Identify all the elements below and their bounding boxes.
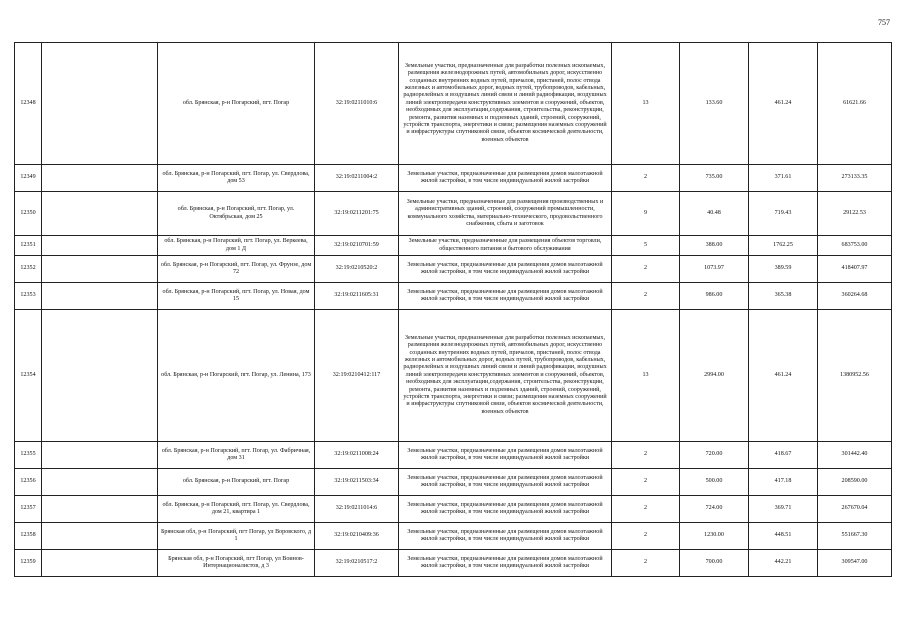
address-cell: обл. Брянская, р-н Погарский, пгт. Погар: [158, 469, 315, 496]
cadastral-value-table: [14, 42, 892, 577]
group-code-cell: 2: [612, 469, 680, 496]
specific-value-cell: 442.21: [749, 550, 818, 577]
address-cell: обл. Брянская, р-н Погарский, пгт. Погар, ул. Новая, дом 15: [158, 283, 315, 310]
group-code-cell: 13: [612, 43, 680, 165]
group-code-cell: 2: [612, 523, 680, 550]
land-purpose-cell: Земельные участки, предназначенные для размещения домов малоэтажной жилой застройки, в том числе индивидуальной жилой застройки: [399, 523, 612, 550]
land-purpose-cell: Земельные участки, предназначенные для размещения домов малоэтажной жилой застройки, в том числе индивидуальной жилой застройки: [399, 283, 612, 310]
area-cell: 2994.00: [680, 310, 749, 442]
table-row: [15, 192, 892, 236]
table-row: [15, 236, 892, 256]
cadastral-value-cell: 1380952.56: [818, 310, 892, 442]
row-number: 12358: [15, 523, 42, 550]
cadastral-value-cell: 273133.35: [818, 165, 892, 192]
specific-value-cell: 1762.25: [749, 236, 818, 256]
cadastral-value-cell: 683753.00: [818, 236, 892, 256]
area-cell: 724.00: [680, 496, 749, 523]
empty-cell: [42, 165, 158, 192]
empty-cell: [42, 550, 158, 577]
address-cell: обл. Брянская, р-н Погарский, пгт. Погар, ул. Октябрьская, дом 25: [158, 192, 315, 236]
cadastral-number-cell: 32:19:0210520:2: [315, 256, 399, 283]
group-code-cell: 13: [612, 310, 680, 442]
group-code-cell: 9: [612, 192, 680, 236]
land-purpose-cell: Земельные участки, предназначенные для разработки полезных ископаемых, размещения железнодорожных путей, автомобильных дорог, искусственно созданных внутренних водных путей, причалов, пристаней, полос отвода железных и автомобильных дорог, водных путей, трубопроводов, кабельных, радиорелейных и воздушных линий связи и линий радиофикации, воздушных линий электропередачи конструктивных элементов и сооружений, объектов, необходимых для эксплуатации,содержания, строительства, реконструкции, ремонта, развития наземных и подземных зданий, строений, сооружений, устройств транспорта, энергетики и связи; размещения наземных сооружений и инфраструктуры спутниковой связи, объектов космической деятельности, военных объектов: [399, 43, 612, 165]
area-cell: 40.48: [680, 192, 749, 236]
row-number: 12354: [15, 310, 42, 442]
table-row: [15, 496, 892, 523]
empty-cell: [42, 310, 158, 442]
group-code-cell: 2: [612, 550, 680, 577]
cadastral-value-cell: 418407.97: [818, 256, 892, 283]
row-number: 12356: [15, 469, 42, 496]
address-cell: обл. Брянская, р-н Погарский, пгт. Погар, ул. Свердлова, дом 21, квартира 1: [158, 496, 315, 523]
specific-value-cell: 461.24: [749, 310, 818, 442]
address-cell: Брянская обл, р-н Погарский, пгт Погар, ул Воинов-Интернационалистов, д 3: [158, 550, 315, 577]
empty-cell: [42, 256, 158, 283]
row-number: 12349: [15, 165, 42, 192]
specific-value-cell: 461.24: [749, 43, 818, 165]
area-cell: 735.00: [680, 165, 749, 192]
cadastral-number-cell: 32:19:0211014:6: [315, 496, 399, 523]
group-code-cell: 5: [612, 236, 680, 256]
cadastral-value-cell: 267670.04: [818, 496, 892, 523]
table-row: [15, 283, 892, 310]
address-cell: обл. Брянская, р-н Погарский, пгт. Погар, ул. Веркеева, дом 1 Д: [158, 236, 315, 256]
cadastral-number-cell: 32:19:0211010:6: [315, 43, 399, 165]
table-row: [15, 165, 892, 192]
table-row: [15, 469, 892, 496]
group-code-cell: 2: [612, 442, 680, 469]
row-number: 12350: [15, 192, 42, 236]
row-number: 12359: [15, 550, 42, 577]
row-number: 12351: [15, 236, 42, 256]
area-cell: 1230.00: [680, 523, 749, 550]
group-code-cell: 2: [612, 496, 680, 523]
area-cell: 720.00: [680, 442, 749, 469]
group-code-cell: 2: [612, 165, 680, 192]
cadastral-number-cell: 32:19:0210517:2: [315, 550, 399, 577]
cadastral-number-cell: 32:19:0211201:75: [315, 192, 399, 236]
address-cell: Брянская обл, р-н Погарский, пгт Погар, ул Воровского, д 1: [158, 523, 315, 550]
row-number: 12353: [15, 283, 42, 310]
page-number: 757: [878, 18, 890, 27]
empty-cell: [42, 192, 158, 236]
cadastral-number-cell: 32:19:0210409:36: [315, 523, 399, 550]
cadastral-number-cell: 32:19:0210412:117: [315, 310, 399, 442]
area-cell: 1073.97: [680, 256, 749, 283]
table-row: [15, 523, 892, 550]
table-row: [15, 442, 892, 469]
address-cell: обл. Брянская, р-н Погарский, пгт. Погар, ул. Фрунзе, дом 72: [158, 256, 315, 283]
area-cell: 133.60: [680, 43, 749, 165]
row-number: 12348: [15, 43, 42, 165]
specific-value-cell: 369.71: [749, 496, 818, 523]
empty-cell: [42, 469, 158, 496]
land-purpose-cell: Земельные участки, предназначенные для размещения домов малоэтажной жилой застройки, в том числе индивидуальной жилой застройки: [399, 469, 612, 496]
row-number: 12352: [15, 256, 42, 283]
address-cell: обл. Брянская, р-н Погарский, пгт. Погар, ул. Свердлова, дом 53: [158, 165, 315, 192]
area-cell: 388.00: [680, 236, 749, 256]
area-cell: 500.00: [680, 469, 749, 496]
specific-value-cell: 417.18: [749, 469, 818, 496]
cadastral-value-cell: 301442.40: [818, 442, 892, 469]
land-purpose-cell: Земельные участки, предназначенные для размещения домов малоэтажной жилой застройки, в том числе индивидуальной жилой застройки: [399, 442, 612, 469]
land-purpose-cell: Земельные участки, предназначенные для размещения домов малоэтажной жилой застройки, в том числе индивидуальной жилой застройки: [399, 256, 612, 283]
table-row: [15, 43, 892, 165]
empty-cell: [42, 496, 158, 523]
specific-value-cell: 365.38: [749, 283, 818, 310]
table-row: [15, 310, 892, 442]
row-number: 12357: [15, 496, 42, 523]
address-cell: обл. Брянская, р-н Погарский, пгт. Погар, ул. Фабричная, дом 31: [158, 442, 315, 469]
specific-value-cell: 448.51: [749, 523, 818, 550]
empty-cell: [42, 43, 158, 165]
land-purpose-cell: Земельные участки, предназначенные для размещения домов малоэтажной жилой застройки, в том числе индивидуальной жилой застройки: [399, 165, 612, 192]
cadastral-number-cell: 32:19:0211605:31: [315, 283, 399, 310]
land-purpose-cell: Земельные участки, предназначенные для размещения производственных и административных зданий, строений, сооружений промышленности, коммунального хозяйства, материально-технического, продовольственного снабжения, сбыта и заготовок: [399, 192, 612, 236]
specific-value-cell: 719.43: [749, 192, 818, 236]
group-code-cell: 2: [612, 256, 680, 283]
land-purpose-cell: Земельные участки, предназначенные для разработки полезных ископаемых, размещения железнодорожных путей, автомобильных дорог, искусственно созданных внутренних водных путей, причалов, пристаней, полос отвода железных и автомобильных дорог, водных путей, трубопроводов, кабельных, радиорелейных и воздушных линий связи и линий радиофикации, воздушных линий электропередачи конструктивных элементов и сооружений, объектов, необходимых для эксплуатации,содержания, строительства, реконструкции, ремонта, развития наземных и подземных зданий, строений, сооружений, устройств транспорта, энергетики и связи; размещения наземных сооружений и инфраструктуры спутниковой связи, объектов космической деятельности, военных объектов: [399, 310, 612, 442]
empty-cell: [42, 283, 158, 310]
empty-cell: [42, 236, 158, 256]
area-cell: 700.00: [680, 550, 749, 577]
address-cell: обл. Брянская, р-н Погарский, пгт. Погар: [158, 43, 315, 165]
cadastral-number-cell: 32:19:0211008:24: [315, 442, 399, 469]
table-row: [15, 550, 892, 577]
empty-cell: [42, 523, 158, 550]
cadastral-value-cell: 551667.30: [818, 523, 892, 550]
cadastral-value-cell: 61621.66: [818, 43, 892, 165]
specific-value-cell: 418.67: [749, 442, 818, 469]
empty-cell: [42, 442, 158, 469]
group-code-cell: 2: [612, 283, 680, 310]
specific-value-cell: 371.61: [749, 165, 818, 192]
specific-value-cell: 389.59: [749, 256, 818, 283]
cadastral-value-cell: 29122.53: [818, 192, 892, 236]
cadastral-number-cell: 32:19:0210701:59: [315, 236, 399, 256]
land-purpose-cell: Земельные участки, предназначенные для размещения домов малоэтажной жилой застройки, в том числе индивидуальной жилой застройки: [399, 550, 612, 577]
cadastral-value-cell: 360264.68: [818, 283, 892, 310]
table-row: [15, 256, 892, 283]
cadastral-number-cell: 32:19:0211503:34: [315, 469, 399, 496]
cadastral-value-cell: 208590.00: [818, 469, 892, 496]
land-purpose-cell: Земельные участки, предназначенные для размещения объектов торговли, общественного питания и бытового обслуживания: [399, 236, 612, 256]
cadastral-value-cell: 309547.00: [818, 550, 892, 577]
row-number: 12355: [15, 442, 42, 469]
land-purpose-cell: Земельные участки, предназначенные для размещения домов малоэтажной жилой застройки, в том числе индивидуальной жилой застройки: [399, 496, 612, 523]
area-cell: 986.00: [680, 283, 749, 310]
address-cell: обл. Брянская, р-н Погарский, пгт. Погар, ул. Ленина, 173: [158, 310, 315, 442]
cadastral-number-cell: 32:19:0211004:2: [315, 165, 399, 192]
